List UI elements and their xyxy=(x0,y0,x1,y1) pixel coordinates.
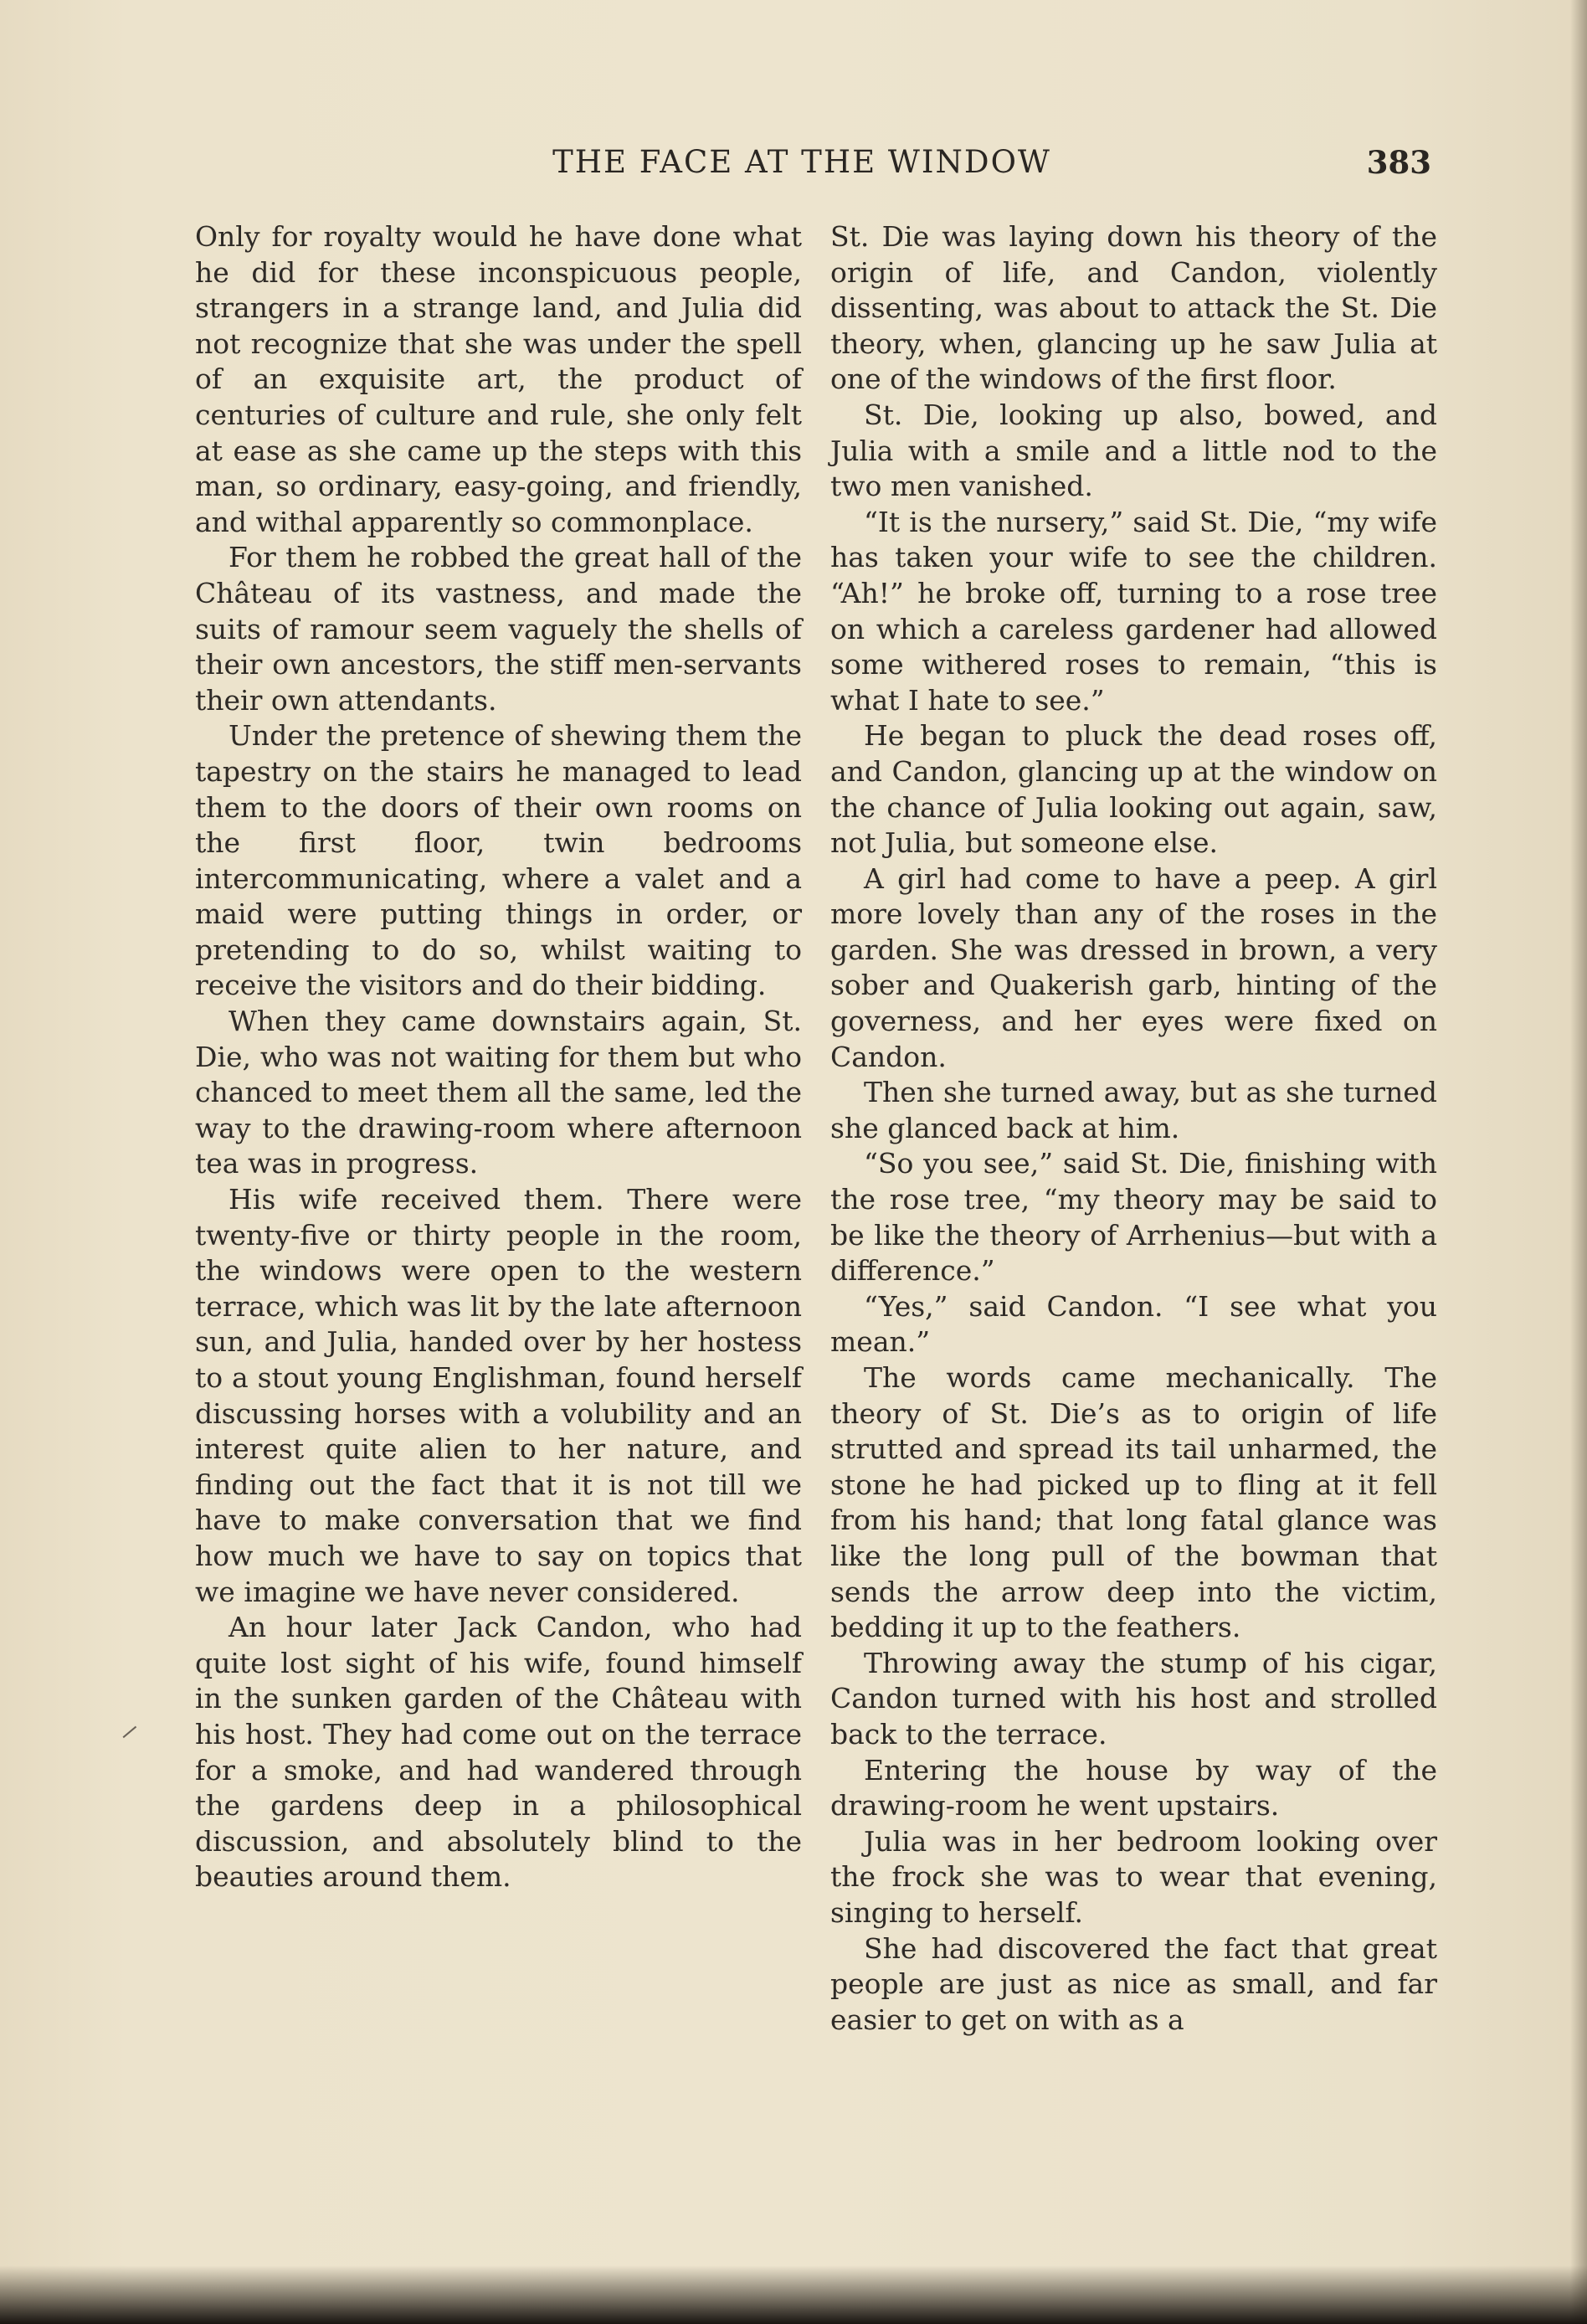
paragraph: Entering the house by way of the drawing-room he went upstairs. xyxy=(830,1753,1437,1823)
paragraph: When they came downstairs again, St. Die, who was not waiting for them but who chanced to meet them all the same, led the way to the drawing-room where afternoon tea was in progress. xyxy=(195,1005,802,1180)
paragraph: “So you see,” said St. Die, finishing with the rose tree, “my theory may be said to be like the theory of Arrhenius—but with a difference.” xyxy=(830,1147,1437,1288)
paragraph: Under the pretence of shewing them the tapestry on the stairs he managed to lead them to the doors of their own rooms on the first floor, twin bedrooms intercommunicating, where a valet and a maid were putting things in order, or pretending to do so, whilst waiting to receive the visitors and do their bidding. xyxy=(195,719,802,1002)
left-column xyxy=(195,219,802,1895)
paragraph: Julia was in her bedroom looking over the frock she was to wear that evening, singing to herself. xyxy=(830,1824,1437,1929)
paragraph: “It is the nursery,” said St. Die, “my wife has taken your wife to see the children. “Ah!” he broke off, turning to a rose tree on which a careless gardener had allowed some withered roses to remain, “this is what I hate to see.” xyxy=(830,505,1437,717)
right-column xyxy=(830,219,1437,2038)
pencil-mark xyxy=(123,1726,146,1749)
paragraph: His wife received them. There were twenty-five or thirty people in the room, the windows were open to the western terrace, which was lit by the late afternoon sun, and Julia, handed over by her hostess to a stout young Englishman, found herself discussing horses with a volubility and an interest quite alien to her nature, and finding out the fact that it is not till we have to make conversation that we find how much we have to say on topics that we imagine we have never considered. xyxy=(195,1183,802,1608)
paragraph: An hour later Jack Candon, who had quite lost sight of his wife, found himself in the sunken garden of the Château with his host. They had come out on the terrace for a smoke, and had wandered through the gardens deep in a philosophical discussion, and absolutely blind to the beauties around them. xyxy=(195,1611,802,1894)
page-edge-shadow xyxy=(1570,0,1587,2324)
paragraph: “Yes,” said Candon. “I see what you mean.” xyxy=(830,1289,1437,1359)
paragraph: A girl had come to have a peep. A girl more lovely than any of the roses in the garden. She was dressed in brown, a very sober and Quakerish garb, hinting of the governess, and her eyes were fixed on Candon. xyxy=(830,861,1437,1073)
paragraph: St. Die, looking up also, bowed, and Julia with a smile and a little nod to the two men vanished. xyxy=(830,398,1437,503)
paragraph: Then she turned away, but as she turned she glanced back at him. xyxy=(830,1076,1437,1144)
paragraph: For them he robbed the great hall of the Château of its vastness, and made the suits of ramour seem vaguely the shells of their own ancestors, the stiff men-servants their own attendants. xyxy=(195,541,802,717)
paragraph: He began to pluck the dead roses off, and Candon, glancing up at the window on the chance of Julia looking out again, saw, not Julia, but someone else. xyxy=(830,719,1437,860)
scan-bottom-shadow xyxy=(0,2265,1587,2324)
paragraph: She had discovered the fact that great people are just as nice as small, and far easier to get on with as a xyxy=(830,1931,1437,2036)
page-number: 383 xyxy=(1366,144,1431,181)
paragraph: St. Die was laying down his theory of the origin of life, and Candon, violently dissenting, was about to attack the St. Die theory, when, glancing up he saw Julia at one of the windows of the first floor. xyxy=(830,220,1437,396)
running-title: THE FACE AT THE WINDOW xyxy=(552,144,1051,180)
paragraph: Throwing away the stump of his cigar, Candon turned with his host and strolled back to the terrace. xyxy=(830,1646,1437,1751)
paragraph: Only for royalty would he have done what he did for these inconspicuous people, strangers in a strange land, and Julia did not recognize that she was under the spell of an exquisite art, the product of centuries of culture and rule, she only felt at ease as she came up the steps with this man, so ordinary, easy-going, and friendly, and withal apparently so commonplace. xyxy=(195,220,802,538)
paragraph: The words came mechanically. The theory of St. Die’s as to origin of life strutted and spread its tail unharmed, the stone he had picked up to fling at it fell from his hand; that long fatal glance was like the long pull of the bowman that sends the arrow deep into the victim, bedding it up to the feathers. xyxy=(830,1361,1437,1644)
